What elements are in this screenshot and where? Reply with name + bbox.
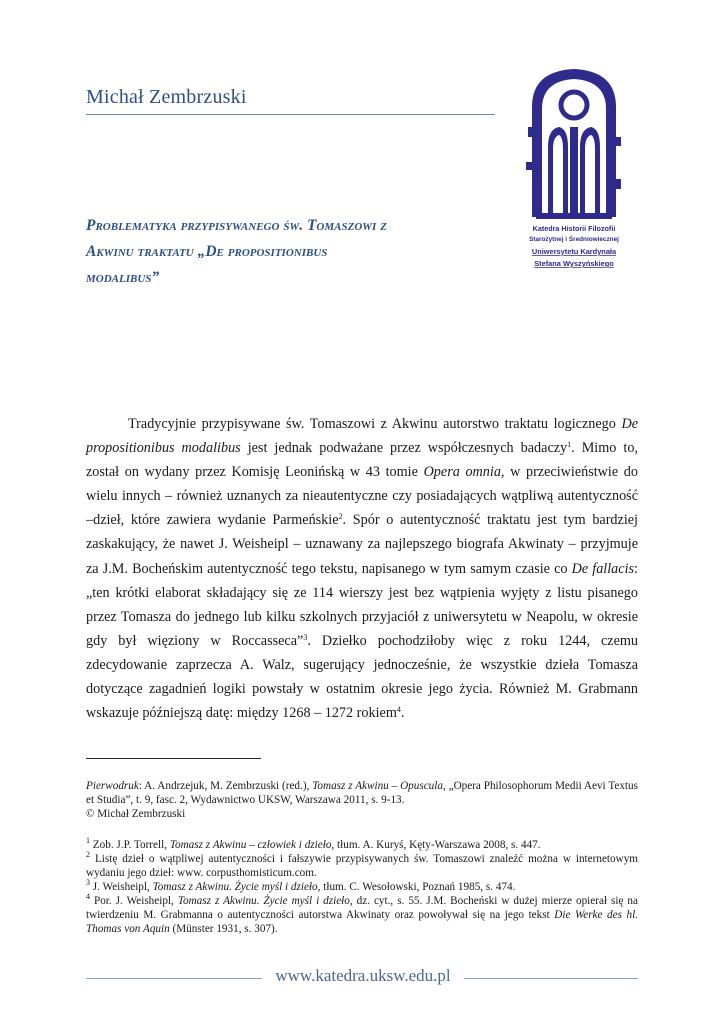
footnote-italic: Tomasz z Akwinu. Życie myśl i dzieło bbox=[177, 895, 350, 907]
footer-website-link[interactable]: www.katedra.uksw.edu.pl bbox=[275, 966, 451, 985]
footnote-separator bbox=[86, 758, 261, 759]
footnote-number: 2 bbox=[86, 850, 90, 859]
footnote-number: 4 bbox=[86, 892, 90, 901]
footnote-text: Zob. J.P. Torrell, bbox=[90, 839, 170, 851]
body-italic-title: De propositionibus modalibus bbox=[86, 416, 638, 457]
body-text-segment: jest jednak podważane przez współczesnych badaczy bbox=[240, 440, 568, 457]
first-print-italic: Tomasz z Akwinu – Opuscula bbox=[312, 780, 443, 792]
footnotes-list bbox=[86, 838, 638, 936]
first-print-text: , „Opera Philosophorum Medii Aevi Textus et Studia”, t. 9, fasc. 2, Wydawnictwo UKSW, Warszawa 2011, s. 9-13. bbox=[86, 780, 638, 806]
gothic-window-logo bbox=[526, 67, 622, 277]
footnote-number: 1 bbox=[86, 836, 90, 845]
logo-text-line-3: Uniwersytetu Kardynała bbox=[531, 247, 617, 256]
footnote-text: , dz. cyt., s. 55. J.M. Bocheński w dużej mierze opierał się na twierdzeniu M. Grabmanna o autentyczności autorstwa Akwinaty oraz powoływał się na jego tekst bbox=[86, 895, 638, 921]
footnote-3 bbox=[86, 880, 638, 894]
body-text-segment: : „ten krótki elaborat składający się ze 114 wierszy jest bez wątpienia wyjęty z listu pisanego przez Tomasza do jednego lub kilku szkolnych przyjaciół z uniwersytetu w Neapolu, w okresie gdy był więziony w Roccasseca” bbox=[86, 560, 638, 649]
title-line-3: modalibus” bbox=[86, 269, 160, 286]
first-print-text: : A. Andrzejuk, M. Zembrzuski (red.), bbox=[138, 780, 313, 792]
footnote-number: 3 bbox=[86, 878, 90, 887]
body-italic-title: Opera omnia bbox=[423, 464, 501, 481]
footer-rule-left bbox=[86, 978, 262, 979]
body-text-segment: . Mimo to, został on wydany przez Komisję Leonińską w 43 tomie bbox=[86, 440, 638, 481]
first-print-label: Pierwodruk bbox=[86, 780, 139, 792]
title-line-2: Akwinu traktatu „De propositionibus bbox=[86, 243, 328, 260]
footnote-2 bbox=[86, 852, 638, 880]
footnote-text: Listę dzieł o wątpliwej autentyczności i fałszywie przypisywanych św. Tomaszowi znaleźć można w internetowym wydaniu jego dzieł: www. corpusthomisticum.com. bbox=[86, 853, 638, 879]
body-paragraph bbox=[86, 412, 638, 725]
logo-text-line-1: Katedra Historii Filozofii bbox=[532, 224, 616, 233]
body-text-segment: . bbox=[400, 705, 405, 722]
body-italic-title: De fallacis bbox=[571, 560, 635, 577]
logo-text-line-4: Stefana Wyszyńskiego bbox=[534, 259, 614, 268]
footer-rule-right bbox=[464, 978, 638, 979]
footnote-text: Por. J. Weisheipl, bbox=[90, 895, 178, 907]
logo-text-line-2: Starożytnej i Średniowiecznej bbox=[529, 236, 619, 243]
footnote-text: (Münster 1931, s. 307). bbox=[169, 923, 278, 935]
author-name: Michał Zembrzuski bbox=[86, 86, 247, 108]
footnote-4 bbox=[86, 894, 638, 936]
footnote-italic: Tomasz z Akwinu. Życie myśl i dzieło bbox=[152, 881, 318, 893]
footnote-text: J. Weisheipl, bbox=[90, 881, 153, 893]
first-print-note bbox=[86, 779, 638, 821]
gothic-window-logo-icon bbox=[526, 67, 622, 277]
footnote-ref-3[interactable]: 3 bbox=[303, 632, 308, 642]
body-text-segment: . Dziełko pochodziłoby więc z roku 1244, czemu zdecydowanie zaprzecza A. Walz, sugerujący jednocześnie, że wszystkie dzieła Tomasza dotyczące zagadnień logiki powstały w ostatnim okresie jego życia. Również M. Grabmann wskazuje późniejszą datę: między 1268 – 1272 rokiem bbox=[86, 632, 639, 722]
footnote-1 bbox=[86, 838, 638, 852]
article-title bbox=[86, 213, 506, 291]
footnote-italic: Tomasz z Akwinu – człowiek i dzieło bbox=[169, 839, 332, 851]
copyright-notice: © Michał Zembrzuski bbox=[86, 808, 186, 820]
author-underline bbox=[86, 114, 495, 115]
body-text-segment: , w przeciwieństwie do wielu innych – również uznanych za nieautentyczne czy posiadających wątpliwą autentyczność –dzieł, które zawiera wydanie Parmeńskie bbox=[86, 464, 638, 529]
footnote-italic: Die Werke des hl. Thomas von Aquin bbox=[86, 909, 638, 935]
title-line-1: Problematyka przypisywanego św. Tomaszowi z bbox=[86, 217, 387, 234]
footnote-ref-1[interactable]: 1 bbox=[567, 440, 572, 450]
footnote-ref-2[interactable]: 2 bbox=[338, 512, 343, 522]
body-text-segment: . Spór o autentyczność traktatu jest tym bardziej zaskakujący, że nawet J. Weisheipl – uznawany za najlepszego biografa Akwinaty – przyjmuje za J.M. Bocheńskim autentyczność tego tekstu, napisanego w tym samym czasie co bbox=[86, 512, 639, 577]
footnote-text: , tłum. A. Kuryś, Kęty-Warszawa 2008, s. 447. bbox=[331, 839, 541, 851]
footnote-text: , tłum. C. Wesołowski, Poznań 1985, s. 474. bbox=[317, 881, 516, 893]
body-text-segment: Tradycyjnie przypisywane św. Tomaszowi z Akwinu autorstwo traktatu logicznego bbox=[128, 416, 622, 432]
footnote-ref-4[interactable]: 4 bbox=[396, 705, 401, 715]
